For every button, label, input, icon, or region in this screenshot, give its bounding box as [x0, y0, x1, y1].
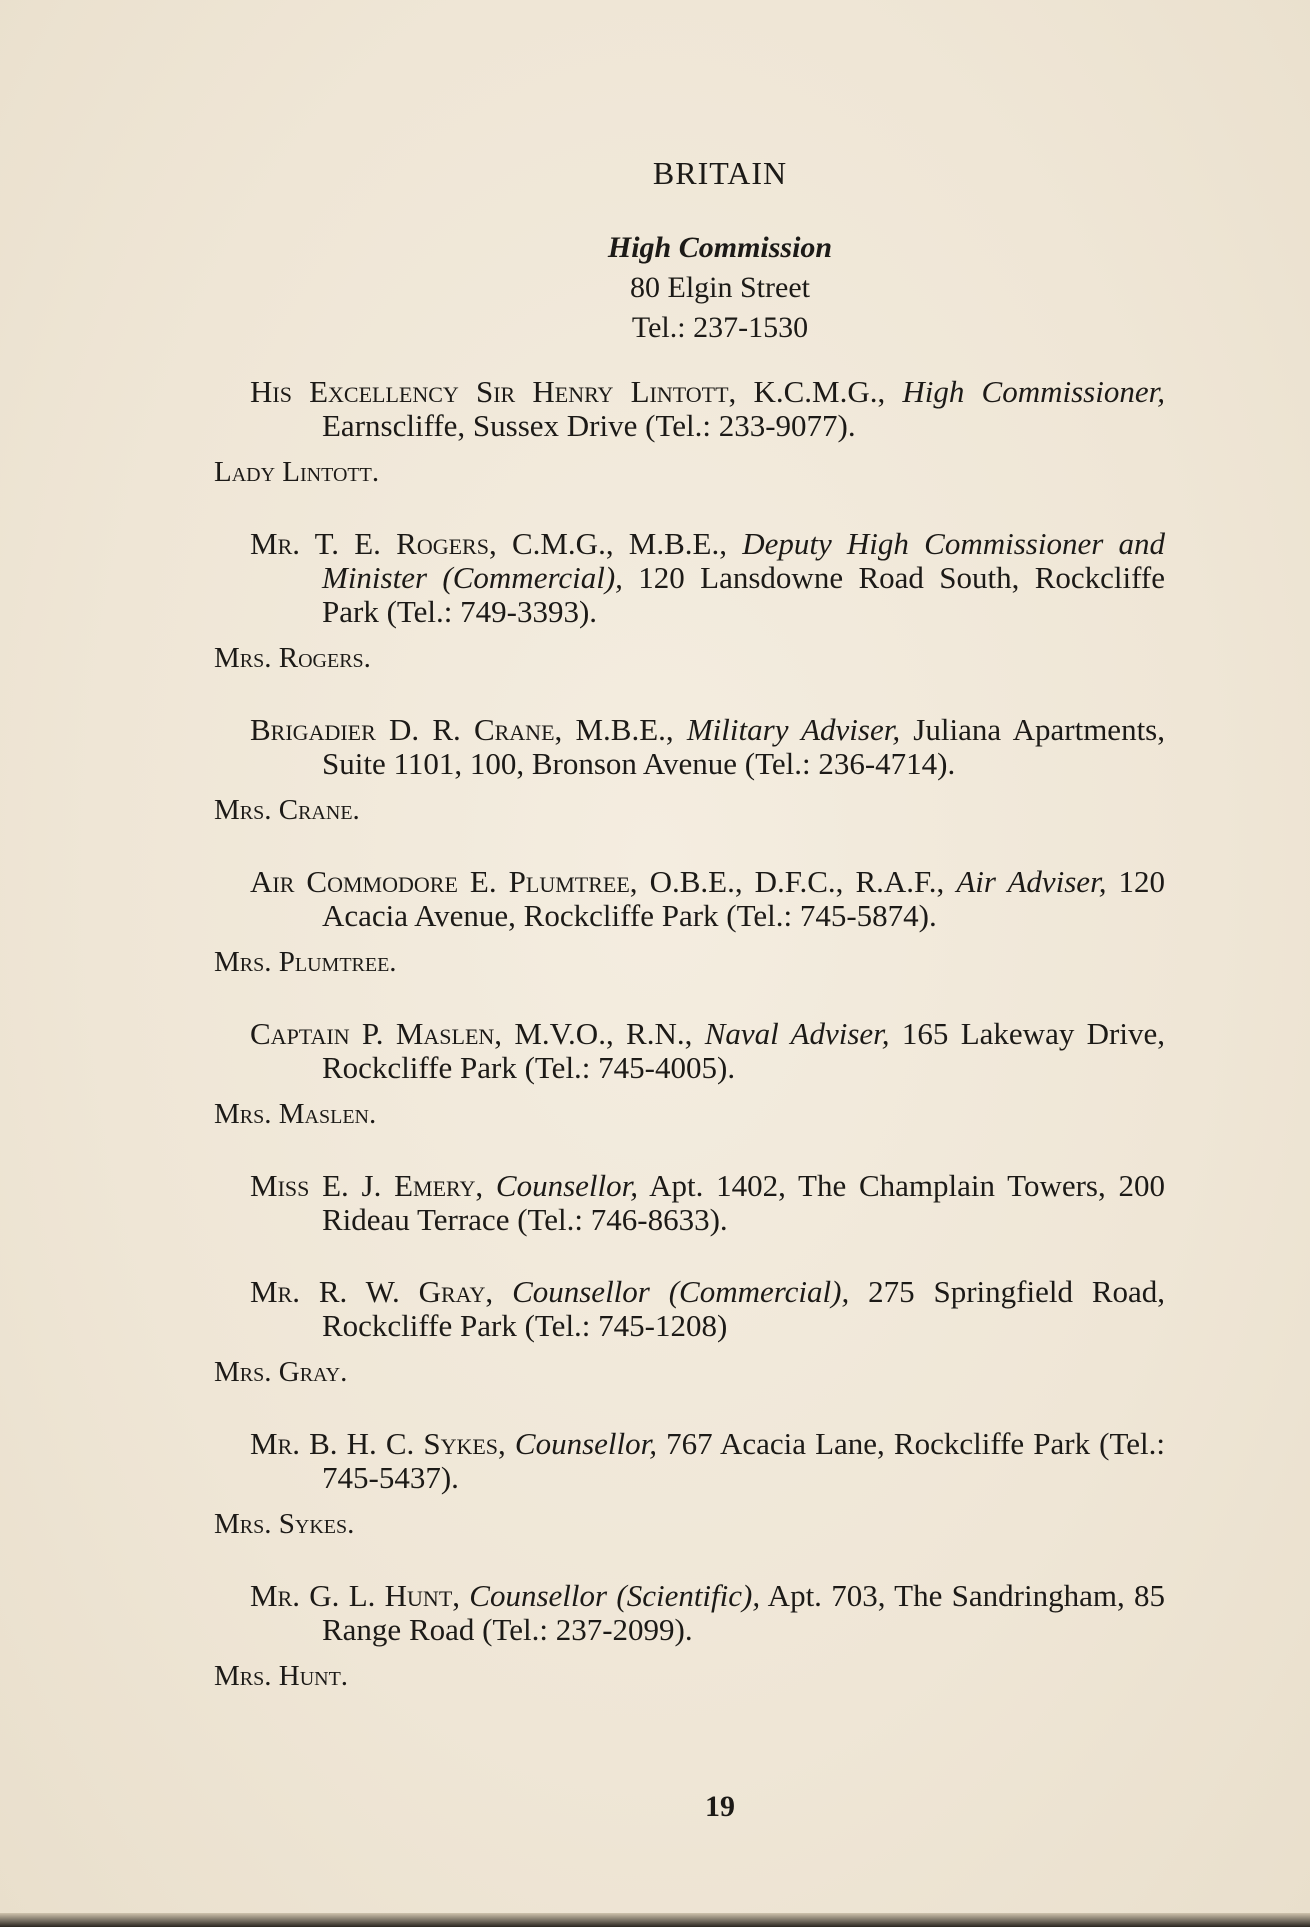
staff-name: Mr. B. H. C. Sykes, — [250, 1426, 506, 1461]
staff-name: Mr. G. L. Hunt, — [250, 1578, 461, 1613]
page-bottom-edge — [0, 1913, 1310, 1927]
staff-address: 767 Acacia Lane, Rockcliffe Park (Tel.: 745-5437). — [322, 1426, 1166, 1495]
staff-address: 120 Acacia Avenue, Rockcliffe Park (Tel.: 745-5874). — [322, 864, 1165, 933]
staff-name: Captain P. Maslen, — [250, 1016, 503, 1051]
staff-entry — [214, 864, 1165, 979]
spouse-name: Mrs. Hunt. — [214, 1660, 349, 1692]
staff-name: Air Commodore E. Plumtree, — [250, 864, 638, 899]
staff-role: Counsellor (Commercial), — [512, 1274, 850, 1309]
spouse-name: Lady Lintott. — [214, 456, 380, 488]
staff-entry — [214, 712, 1165, 827]
staff-entry — [214, 1578, 1165, 1693]
page-number: 19 — [705, 1790, 735, 1823]
staff-honours — [506, 1426, 515, 1461]
country-heading: BRITAIN — [652, 155, 788, 191]
entry-text — [250, 1275, 1165, 1343]
staff-honours — [483, 1168, 496, 1203]
mission-type: High Commission — [607, 231, 833, 264]
entry-text — [250, 1427, 1165, 1495]
entry-text — [250, 375, 1165, 443]
staff-address: Juliana Apartments, Suite 1101, 100, Bronson Avenue (Tel.: 236-4714). — [322, 712, 1165, 781]
mission-block — [530, 228, 910, 348]
spouse-name: Mrs. Crane. — [214, 794, 360, 826]
spouse-name: Mrs. Rogers. — [214, 642, 371, 674]
staff-honours: M.B.E., — [562, 712, 687, 747]
staff-entry — [214, 526, 1165, 675]
staff-role: Military Adviser, — [686, 712, 901, 747]
staff-name: Mr. T. E. Rogers, — [250, 526, 497, 561]
staff-role: Counsellor (Scientific), — [469, 1578, 761, 1613]
staff-role: Naval Adviser, — [704, 1016, 890, 1051]
staff-honours: M.V.O., R.N., — [502, 1016, 705, 1051]
staff-role: Air Adviser, — [956, 864, 1107, 899]
staff-honours: K.C.M.G., — [736, 374, 903, 409]
staff-address: Apt. 1402, The Champlain Towers, 200 Rideau Terrace (Tel.: 746-8633). — [322, 1168, 1165, 1237]
staff-list — [214, 374, 1166, 1731]
staff-honours — [493, 1274, 512, 1309]
entry-text — [250, 1169, 1165, 1237]
staff-address: 120 Lansdowne Road South, Rockcliffe Park (Tel.: 749-3393). — [322, 560, 1165, 629]
staff-entry — [214, 1426, 1166, 1541]
staff-honours — [460, 1578, 469, 1613]
staff-honours: O.B.E., D.F.C., R.A.F., — [637, 864, 957, 899]
spouse-name: Mrs. Sykes. — [214, 1508, 355, 1540]
staff-name: Miss E. J. Emery, — [250, 1168, 484, 1203]
staff-address: Earnscliffe, Sussex Drive (Tel.: 233-9077). — [322, 408, 856, 443]
staff-entry — [214, 1016, 1166, 1131]
staff-role: Counsellor, — [495, 1168, 639, 1203]
staff-name: Brigadier D. R. Crane, — [250, 712, 563, 747]
entry-text — [250, 1579, 1165, 1647]
staff-name: His Excellency Sir Henry Lintott, — [250, 374, 737, 409]
entry-text — [250, 713, 1165, 781]
entry-text — [250, 527, 1165, 629]
staff-entry — [214, 374, 1165, 489]
staff-address: 275 Springfield Road, Rockcliffe Park (Tel.: 745-1208) — [322, 1274, 1166, 1343]
staff-honours: C.M.G., M.B.E., — [496, 526, 743, 561]
staff-role: Counsellor, — [514, 1426, 657, 1461]
staff-role: Deputy High Commissioner and Minister (Commercial), — [322, 526, 1165, 595]
mission-telephone: Tel.: 237-1530 — [631, 311, 809, 344]
mission-address: 80 Elgin Street — [630, 271, 810, 304]
staff-role: High Commissioner, — [902, 374, 1165, 409]
staff-name: Mr. R. W. Gray, — [250, 1274, 494, 1309]
entry-text — [250, 1017, 1165, 1085]
spouse-name: Mrs. Maslen. — [214, 1098, 377, 1130]
staff-address: 165 Lakeway Drive, Rockcliffe Park (Tel.: 745-4005). — [322, 1016, 1166, 1085]
spouse-name: Mrs. Gray. — [214, 1356, 348, 1388]
spouse-name: Mrs. Plumtree. — [214, 946, 397, 978]
entry-text — [250, 865, 1165, 933]
staff-address: Apt. 703, The Sandringham, 85 Range Road (Tel.: 237-2099). — [322, 1578, 1165, 1647]
staff-entry — [214, 1274, 1166, 1389]
staff-entry — [250, 1169, 1165, 1237]
